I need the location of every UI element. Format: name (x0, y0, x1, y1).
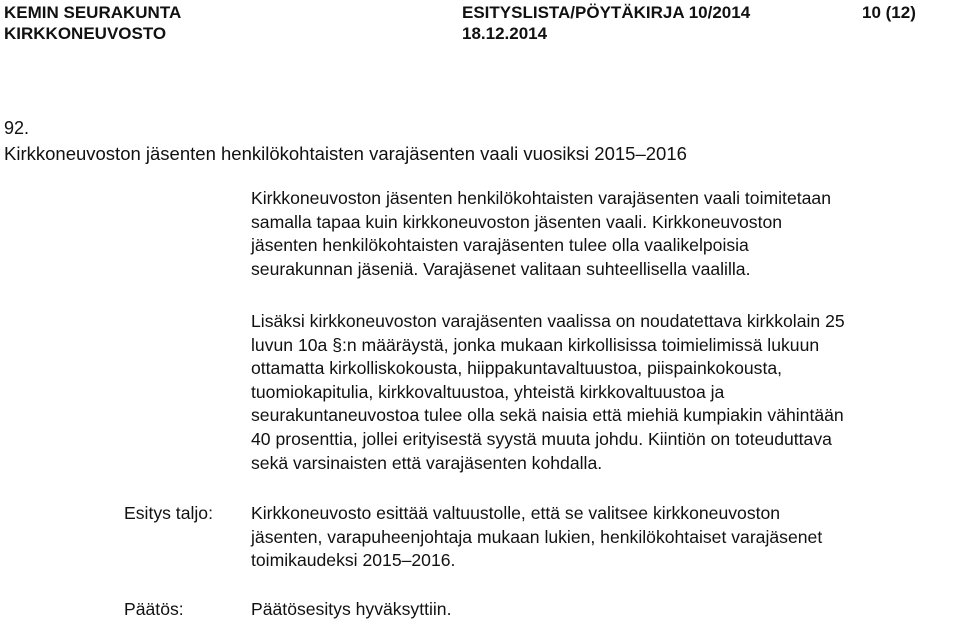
text-line: seurakuntaneuvostoa tulee olla sekä naisia että miehiä kumpiakin vähintään (251, 405, 844, 426)
section-title: Kirkkoneuvoston jäsenten henkilökohtaisten varajäsenten vaali vuosiksi 2015–2016 (4, 143, 687, 164)
text-line: luvun 10a §:n määräystä, jonka mukaan kirkollisissa toimielimissä lukuun (251, 334, 820, 355)
text-line: 40 prosenttia, jollei erityisestä syystä muuta johdu. Kiintiön on toteuduttava (251, 428, 832, 449)
meeting-date: 18.12.2014 (462, 24, 548, 43)
document-type: ESITYSLISTA/PÖYTÄKIRJA 10/2014 (462, 3, 751, 22)
text-line: seurakunnan jäseniä. Varajäsenet valitaan suhteellisella vaalilla. (251, 258, 751, 279)
text-line: ottamatta kirkolliskokousta, hiippakuntavaltuustoa, piispainkokousta, (251, 358, 783, 379)
text-line: samalla tapaa kuin kirkkoneuvoston jäsenten vaali. Kirkkoneuvoston (251, 211, 783, 232)
paragraph-gender-quota (251, 310, 960, 475)
text-line: tuomiokapitulia, kirkkovaltuustoa, yhteistä kirkkovaltuustoa ja (251, 381, 725, 402)
proposal-label: Esitys taljo: (124, 503, 213, 523)
text-line: Kirkkoneuvosto esittää valtuustolle, että se valitsee kirkkoneuvoston (251, 503, 781, 523)
committee-name: KIRKKONEUVOSTO (4, 24, 167, 43)
page-number: 10 (12) (862, 3, 916, 22)
text-line: sekä varsinaisten että varajäsenten kohdalla. (251, 452, 603, 473)
section-number: 92. (4, 118, 30, 138)
text-line: jäsenten, varapuheenjohtaja mukaan lukien, henkilökohtaiset varajäsenet (251, 526, 823, 547)
text-line: toimikaudeksi 2015–2016. (251, 550, 456, 571)
decision-text: Päätösesitys hyväksyttiin. (251, 599, 452, 619)
paragraph-election-procedure (251, 187, 960, 281)
text-line: Kirkkoneuvoston jäsenten henkilökohtaisten varajäsenten vaali toimitetaan (251, 188, 831, 208)
text-line: Lisäksi kirkkoneuvoston varajäsenten vaalissa on noudatettava kirkkolain 25 (251, 311, 845, 331)
proposal-text (251, 502, 960, 573)
text-line: jäsenten henkilökohtaisten varajäsenten tulee olla vaalikelpoisia (251, 235, 749, 256)
organization-name: KEMIN SEURAKUNTA (4, 3, 182, 22)
decision-label: Päätös: (124, 599, 184, 619)
